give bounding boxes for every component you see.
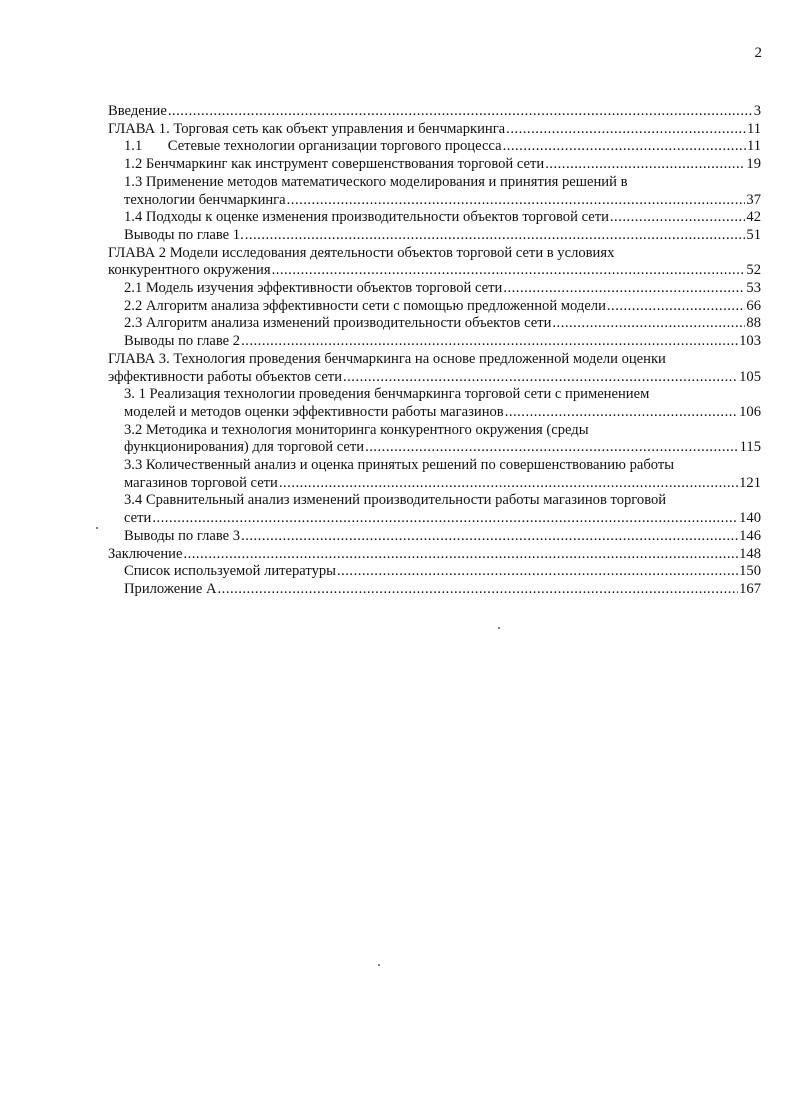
dot-leader bbox=[287, 192, 746, 210]
toc-line bbox=[108, 315, 761, 333]
toc-page-number: 11 bbox=[746, 120, 761, 137]
toc-page-number: 106 bbox=[739, 403, 761, 420]
dot-leader bbox=[272, 262, 746, 280]
toc-line bbox=[108, 404, 761, 422]
toc-entry bbox=[108, 422, 761, 457]
toc-line bbox=[108, 581, 761, 599]
dot-leader bbox=[152, 510, 738, 528]
toc-page-number: 19 bbox=[746, 156, 761, 173]
toc-entry bbox=[108, 528, 761, 546]
toc-entry bbox=[108, 138, 761, 156]
toc-entry-title: 1.2 Бенчмаркинг как инструмент совершенствования торговой сети bbox=[124, 156, 545, 173]
toc-entry-title: Сетевые технологии организации торгового процесса bbox=[167, 138, 502, 155]
toc-entry-title: Выводы по главе 2 bbox=[124, 333, 241, 350]
toc-entry-title: 1.4 Подходы к оценке изменения производительности объектов торговой сети bbox=[124, 209, 609, 226]
toc-entry bbox=[108, 457, 761, 492]
dot-leader bbox=[610, 209, 746, 227]
toc-entry-title: сети bbox=[124, 510, 152, 527]
toc-entry bbox=[108, 209, 761, 227]
dot-leader bbox=[505, 404, 738, 422]
toc-entry-title: магазинов торговой сети bbox=[124, 474, 278, 491]
toc-page-number: 167 bbox=[739, 580, 761, 597]
toc-entry bbox=[108, 103, 761, 121]
toc-entry bbox=[108, 546, 761, 564]
toc-entry-title: ГЛАВА 1. Торговая сеть как объект управления и бенчмаркинга bbox=[108, 120, 506, 137]
toc-entry-title: Выводы по главе 1. bbox=[124, 226, 244, 243]
toc-line bbox=[108, 262, 761, 280]
dot-leader bbox=[241, 333, 738, 351]
toc-page-number: 148 bbox=[739, 545, 761, 562]
toc-entry-title: функционирования) для торговой сети bbox=[124, 439, 365, 456]
toc-entry bbox=[108, 280, 761, 298]
dot-leader bbox=[168, 103, 753, 121]
toc-page-number: 121 bbox=[739, 474, 761, 491]
toc-line bbox=[108, 369, 761, 387]
toc-line bbox=[108, 280, 761, 298]
dot-leader bbox=[503, 280, 745, 298]
dot-leader bbox=[245, 227, 746, 245]
toc-page-number: 115 bbox=[739, 439, 761, 456]
dot-leader bbox=[183, 546, 738, 564]
toc-entry bbox=[108, 386, 761, 421]
dot-leader bbox=[241, 528, 738, 546]
toc-entry-title: ГЛАВА 3. Технология проведения бенчмаркинга на основе предложенной модели оценки bbox=[108, 350, 666, 367]
toc-line bbox=[108, 227, 761, 245]
toc-page-number: 11 bbox=[746, 138, 761, 155]
toc-entry bbox=[108, 298, 761, 316]
toc-entry-title: моделей и методов оценки эффективности работы магазинов bbox=[124, 403, 504, 420]
toc-page-number: 51 bbox=[746, 226, 761, 243]
toc-page-number: 37 bbox=[746, 191, 761, 208]
toc-entry bbox=[108, 492, 761, 527]
dot-leader bbox=[552, 315, 745, 333]
toc-line bbox=[108, 546, 761, 564]
toc-entry-title: 3.3 Количественный анализ и оценка принятых решений по совершенствованию работы bbox=[124, 457, 675, 474]
toc-line bbox=[108, 298, 761, 316]
table-of-contents bbox=[108, 103, 761, 599]
toc-page-number: 146 bbox=[739, 527, 761, 544]
dot-leader bbox=[218, 581, 739, 599]
toc-entry-title: Заключение bbox=[108, 545, 183, 562]
toc-line bbox=[108, 103, 761, 121]
toc-entry-number: 1.1 bbox=[124, 138, 168, 155]
toc-line bbox=[108, 563, 761, 581]
toc-entry bbox=[108, 563, 761, 581]
toc-line bbox=[108, 174, 761, 192]
dot-leader bbox=[545, 156, 745, 174]
toc-line bbox=[108, 422, 761, 440]
toc-entry bbox=[108, 121, 761, 139]
toc-entry-title: Выводы по главе 3 bbox=[124, 527, 241, 544]
toc-line bbox=[108, 192, 761, 210]
scan-speck bbox=[378, 964, 380, 966]
toc-entry bbox=[108, 333, 761, 351]
dot-leader bbox=[279, 475, 738, 493]
toc-entry-title: 3.2 Методика и технология мониторинга конкурентного окружения (среды bbox=[124, 421, 589, 438]
toc-entry-title: 2.2 Алгоритм анализа эффективности сети с помощью предложенной модели bbox=[124, 297, 606, 314]
toc-line bbox=[108, 333, 761, 351]
toc-line bbox=[108, 510, 761, 528]
toc-line bbox=[108, 209, 761, 227]
toc-line bbox=[108, 492, 761, 510]
toc-line bbox=[108, 386, 761, 404]
toc-entry bbox=[108, 581, 761, 599]
scan-speck bbox=[498, 627, 500, 629]
toc-entry-title: 3.4 Сравнительный анализ изменений производительности работы магазинов торговой bbox=[124, 492, 667, 509]
toc-entry-title: 3. 1 Реализация технологии проведения бенчмаркинга торговой сети с применением bbox=[124, 386, 650, 403]
toc-entry bbox=[108, 174, 761, 209]
toc-page-number: 150 bbox=[739, 563, 761, 580]
toc-page-number: 105 bbox=[739, 368, 761, 385]
toc-page-number: 53 bbox=[746, 280, 761, 297]
toc-entry-title: Приложение А bbox=[124, 580, 217, 597]
toc-page-number: 140 bbox=[739, 510, 761, 527]
toc-entry-title: Введение bbox=[108, 103, 167, 119]
toc-line bbox=[108, 439, 761, 457]
toc-line bbox=[108, 475, 761, 493]
dot-leader bbox=[365, 439, 739, 457]
toc-entry-title: 2.3 Алгоритм анализа изменений производительности объектов сети bbox=[124, 315, 552, 332]
page-number: 2 bbox=[754, 45, 762, 61]
toc-entry bbox=[108, 227, 761, 245]
toc-line bbox=[108, 351, 761, 369]
toc-line bbox=[108, 156, 761, 174]
toc-entry-title: 1.3 Применение методов математического моделирования и принятия решений в bbox=[124, 173, 628, 190]
toc-page-number: 52 bbox=[746, 262, 761, 279]
toc-line bbox=[108, 457, 761, 475]
toc-entry bbox=[108, 156, 761, 174]
toc-entry-title: технологии бенчмаркинга bbox=[124, 191, 286, 208]
toc-entry-title: эффективности работы объектов сети bbox=[108, 368, 342, 385]
toc-entry-title: Список используемой литературы bbox=[124, 563, 336, 580]
toc-entry-title: ГЛАВА 2 Модели исследования деятельности объектов торговой сети в условиях bbox=[108, 244, 615, 261]
toc-line bbox=[108, 245, 761, 263]
dot-leader bbox=[607, 298, 746, 316]
toc-entry-title: конкурентного окружения bbox=[108, 262, 271, 279]
toc-entry bbox=[108, 351, 761, 386]
toc-page-number: 3 bbox=[753, 103, 761, 119]
scan-speck bbox=[96, 527, 98, 529]
dot-leader bbox=[337, 563, 738, 581]
toc-page-number: 66 bbox=[746, 297, 761, 314]
toc-entry-title: 2.1 Модель изучения эффективности объектов торговой сети bbox=[124, 280, 503, 297]
toc-line bbox=[108, 121, 761, 139]
toc-entry bbox=[108, 315, 761, 333]
toc-line bbox=[108, 528, 761, 546]
toc-entry bbox=[108, 245, 761, 280]
dot-leader bbox=[503, 138, 746, 156]
toc-page-number: 103 bbox=[739, 333, 761, 350]
dot-leader bbox=[343, 369, 738, 387]
dot-leader bbox=[506, 121, 746, 139]
toc-line bbox=[108, 138, 761, 156]
toc-page-number: 42 bbox=[746, 209, 761, 226]
toc-page-number: 88 bbox=[746, 315, 761, 332]
